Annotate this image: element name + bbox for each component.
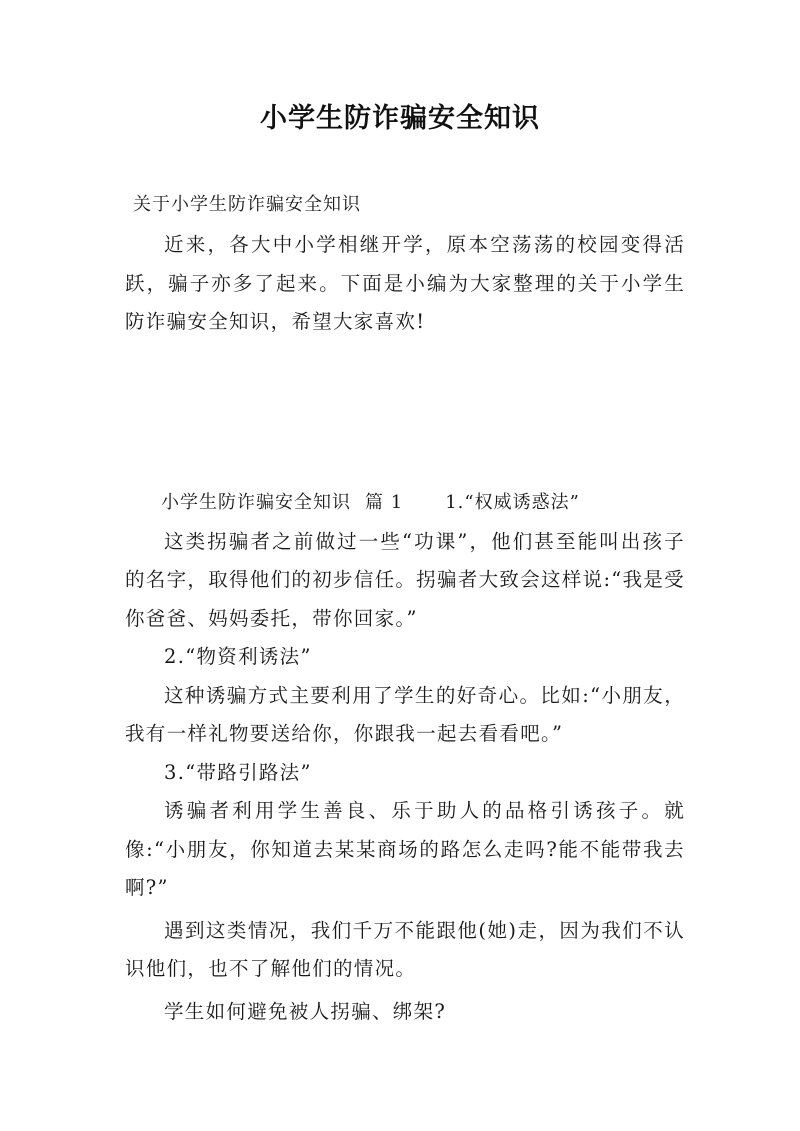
body-paragraph: 这类拐骗者之前做过一些“功课”，他们甚至能叫出孩子的名字，取得他们的初步信任。拐骗者大致会这样说:“我是受你爸爸、妈妈委托，带你回家。”	[125, 529, 685, 630]
item-2-heading: 2.“物资利诱法”	[164, 645, 312, 668]
item-3-heading: 3.“带路引路法”	[164, 760, 312, 784]
section-heading-part: 篇 1	[365, 492, 404, 513]
document-title: 小学生防诈骗安全知识	[260, 103, 540, 134]
body-paragraph: 诱骗者利用学生善良、乐于助人的品格引诱孩子。就像:“小朋友，你知道去某某商场的路怎么走吗?能不能带我去啊?”	[125, 799, 685, 899]
section-heading	[125, 484, 685, 523]
section-heading-name: 小学生防诈骗安全知识	[161, 492, 351, 513]
main-section	[125, 484, 685, 1031]
intro-paragraph: 近来，各大中小学相继开学，原本空荡荡的校园变得活跃，骗子亦多了起来。下面是小编为大家整理的关于小学生防诈骗安全知识，希望大家喜欢!	[125, 233, 685, 333]
body-paragraph: 学生如何避免被人拐骗、绑架?	[164, 999, 447, 1023]
intro-section	[125, 226, 685, 342]
body-paragraph: 遇到这类情况，我们千万不能跟他(她)走，因为我们不认识他们，也不了解他们的情况。	[125, 918, 685, 980]
document-subtitle: 关于小学生防诈骗安全知识	[133, 194, 361, 215]
body-paragraph: 这种诱骗方式主要利用了学生的好奇心。比如:“小朋友，我有一样礼物要送给你，你跟我一起去看看吧。”	[125, 683, 685, 745]
section-item-1-heading: 1.“权威诱惑法”	[445, 492, 580, 513]
